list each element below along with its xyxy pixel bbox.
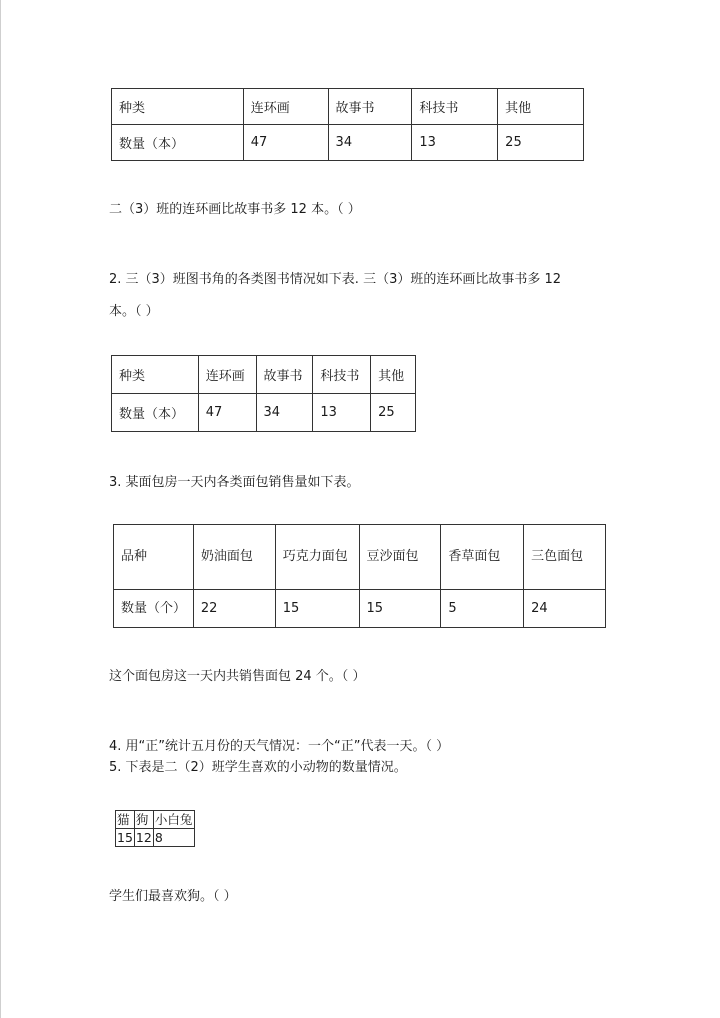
table-header-cell: 香草面包 xyxy=(441,525,524,590)
table-cell: 25 xyxy=(371,394,416,432)
table-cell: 15 xyxy=(117,830,133,845)
bread-table xyxy=(113,524,606,628)
question-3-statement: 这个面包房这一天内共销售面包 24 个。（ ） xyxy=(109,669,366,684)
table-cell: 数量（本） xyxy=(112,394,199,432)
table-header-cell: 其他 xyxy=(498,89,584,125)
question-2-line-1: 2. 三（3）班图书角的各类图书情况如下表. 三（3）班的连环画比故事书多 12 xyxy=(109,272,562,287)
table-header-cell: 科技书 xyxy=(412,89,498,125)
table-cell: 47 xyxy=(198,394,256,432)
table-cell: 25 xyxy=(498,125,584,161)
table-cell: 数量（个） xyxy=(114,590,194,628)
table-cell: 13 xyxy=(412,125,498,161)
table-cell: 5 xyxy=(441,590,524,628)
table-cell: 15 xyxy=(359,590,441,628)
table-row xyxy=(116,829,195,847)
page-left-border xyxy=(0,0,1,1018)
table-header-cell: 其他 xyxy=(371,356,416,394)
table-cell: 数量（本） xyxy=(112,125,244,161)
table-header-cell: 猫 xyxy=(116,811,135,829)
question-5-intro: 5. 下表是二（2）班学生喜欢的小动物的数量情况。 xyxy=(109,760,407,775)
table-header-cell: 种类 xyxy=(112,356,199,394)
table-header-cell: 种类 xyxy=(112,89,244,125)
table-cell: 12 xyxy=(135,830,152,845)
table-cell: 47 xyxy=(243,125,328,161)
table-header-cell: 三色面包 xyxy=(524,525,606,590)
table-cell: 13 xyxy=(313,394,371,432)
table-header-cell: 连环画 xyxy=(243,89,328,125)
question-5-statement: 学生们最喜欢狗。（ ） xyxy=(109,889,237,904)
table-cell: 34 xyxy=(328,125,412,161)
table-cell: 34 xyxy=(256,394,313,432)
table-header-cell: 巧克力面包 xyxy=(275,525,359,590)
table-row xyxy=(116,811,195,829)
book-table-2 xyxy=(111,355,416,432)
table-header-cell: 狗 xyxy=(134,811,153,829)
table-header-cell: 故事书 xyxy=(328,89,412,125)
table-header-cell: 奶油面包 xyxy=(193,525,275,590)
table-cell: 22 xyxy=(193,590,275,628)
question-3-intro: 3. 某面包房一天内各类面包销售量如下表。 xyxy=(109,475,360,490)
question-1-statement: 二（3）班的连环画比故事书多 12 本。（ ） xyxy=(109,202,361,217)
table-cell: 8 xyxy=(153,829,194,847)
table-row xyxy=(112,125,584,161)
question-2-line-2: 本。（ ） xyxy=(109,304,159,319)
table-row xyxy=(112,356,416,394)
table-header-cell: 品种 xyxy=(114,525,194,590)
table-row xyxy=(112,394,416,432)
table-cell: 24 xyxy=(524,590,606,628)
table-header-cell: 豆沙面包 xyxy=(359,525,441,590)
table-header-cell: 小白兔 xyxy=(153,811,194,829)
table-row xyxy=(114,525,606,590)
table-header-cell: 故事书 xyxy=(256,356,313,394)
table-cell: 15 xyxy=(275,590,359,628)
table-header-cell: 连环画 xyxy=(198,356,256,394)
table-row xyxy=(112,89,584,125)
animal-table xyxy=(115,810,195,847)
table-row xyxy=(114,590,606,628)
table-header-cell: 科技书 xyxy=(313,356,371,394)
book-table-1 xyxy=(111,88,584,161)
question-4: 4. 用“正”统计五月份的天气情况：一个“正”代表一天。（ ） xyxy=(109,739,450,754)
